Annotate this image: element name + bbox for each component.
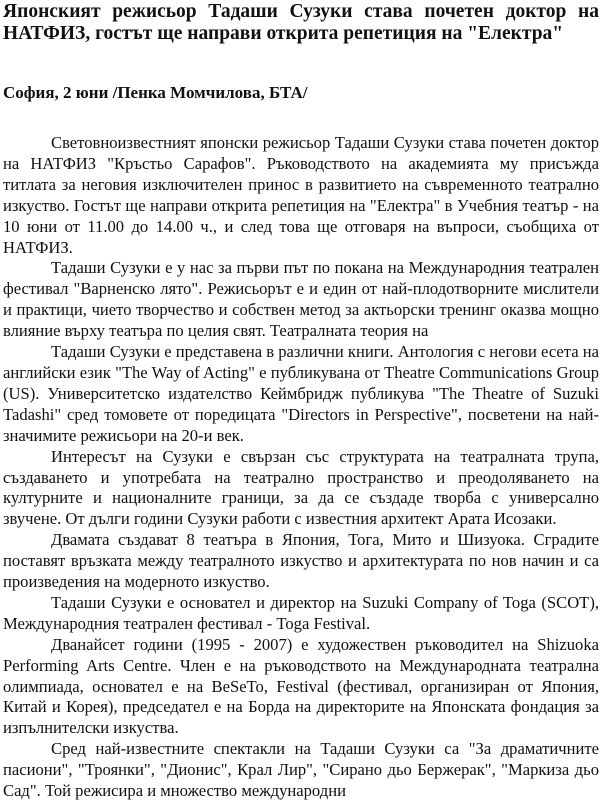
paragraph-6: Тадаши Сузуки е основател и директор на Suzuki Company of Toga (SCOT), Международния театрален фестивал - Toga Festival. [3, 592, 599, 633]
paragraph-5: Двамата създават 8 театъра в Япония, Тога, Мито и Шизуока. Сградите поставят връзката между театралното изкуство и архитектурата по нов начин и са произведения на модерното изкуство. [3, 530, 599, 592]
paragraph-2: Тадаши Сузуки е у нас за първи път по покана на Международния театрален фестивал "Варненско лято". Режисьорът е и един от най-плодотворните мислители и практици, чието творчество и собствен метод за актьорски тренинг оказва мощно влияние върху театъра по целия свят. Театралната теория на [3, 258, 599, 341]
article-body [3, 133, 599, 802]
article-byline: София, 2 юни /Пенка Момчилова, БТА/ [3, 83, 308, 102]
paragraph-7: Дванайсет години (1995 - 2007) е художествен ръководител на Shizuoka Performing Arts Centre. Член е на ръководството на Международната театрална олимпиада, основател е на BeSeTo, Festival (фестивал, организиран от Япония, Китай и Корея), председател е на Борда на директорите на Японската фондация за изпълнителски изкуства. [3, 634, 599, 738]
article-title: Японският режисьор Тадаши Сузуки става почетен доктор на НАТФИЗ, гостът ще направи открита репетиция на "Електра" [3, 1, 599, 44]
paragraph-4: Интересът на Сузуки е свързан със структурата на театралната трупа, създаването и употребата на театрално пространство и преодоляването на културните и националните граници, за да се създаде творба с универсално звучене. От дълги години Сузуки работи с известния архитект Арата Исозаки. [3, 446, 599, 529]
paragraph-1: Световноизвестният японски режисьор Тадаши Сузуки става почетен доктор на НАТФИЗ "Кръстьо Сарафов". Ръководството на академията му присъжда титлата за неговия изключителен принос в развитието на съвременното театрално изкуство. Гостът ще направи открита репетиция на "Електра" в Учебния театър - на 10 юни от 11.00 до 14.00 ч., и след това ще отговаря на въпроси, съобщиха от НАТФИЗ. [3, 133, 599, 257]
paragraph-3: Тадаши Сузуки е представена в различни книги. Антология с негови есета на английски език "The Way of Acting" е публикувана от Theatre Communications Group (US). Университетско издателство Кеймбридж публикува "The Theatre of Suzuki Tadashi" сред томовете от поредицата "Directors in Perspective", посветени на най-значимите режисьори на 20-и век. [3, 342, 599, 445]
paragraph-8: Сред най-известните спектакли на Тадаши Сузуки са "За драматичните пасиони", "Троянки", "Дионис", Крал Лир", "Сирано дьо Бержерак", "Маркиза дьо Сад". Той режисира и множество международни [3, 739, 599, 801]
